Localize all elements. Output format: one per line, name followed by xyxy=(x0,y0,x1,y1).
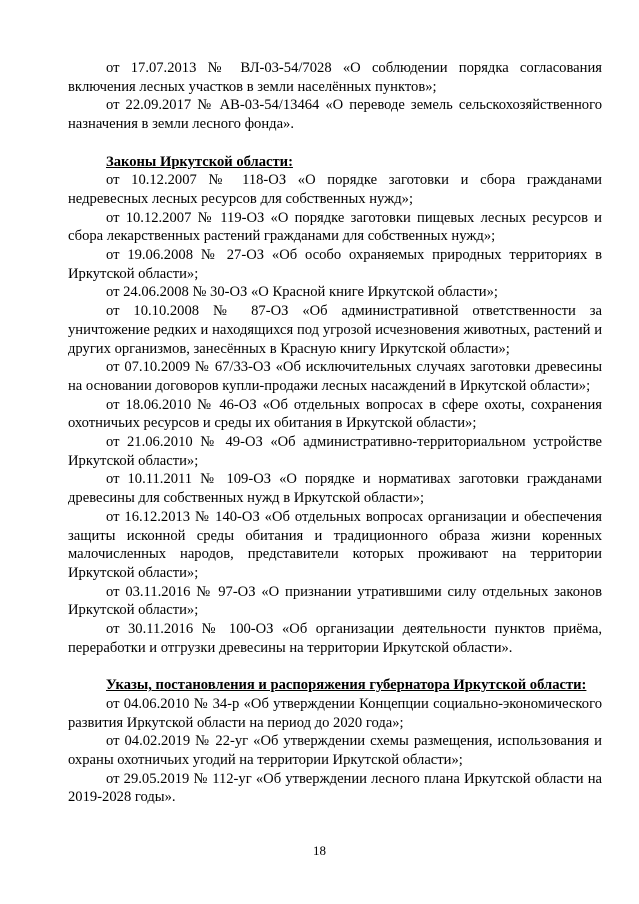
list-item: от 21.06.2010 № 49-ОЗ «Об административно-территориальном устройстве Иркутской области»; xyxy=(68,434,602,469)
list-item: от 18.06.2010 № 46-ОЗ «Об отдельных вопросах в сфере охоты, сохранения охотничьих ресурсов и среды их обитания в Иркутской области»; xyxy=(68,396,602,432)
section-heading-laws: Законы Иркутской области: xyxy=(106,153,293,170)
list-item: от 30.11.2016 № 100-ОЗ «Об организации деятельности пунктов приёма, переработки и отгрузки древесины на территории Иркутской области». xyxy=(68,621,602,656)
list-item: от 04.02.2019 № 22-уг «Об утверждении схемы размещения, использования и охраны охотничьих угодий на территории Иркутской области»; xyxy=(68,733,602,768)
spacer xyxy=(68,134,602,153)
list-item: от 16.12.2013 № 140-ОЗ «Об отдельных вопросах организации и обеспечения защиты исконной среды обитания и традиционного образа жизни коренных малочисленных народов, представители которых проживают на территории Иркутской области»; xyxy=(68,508,602,581)
list-item: от 22.09.2017 № АВ-03-54/13464 «О переводе земель сельскохозяйственного назначения в земли лесного фонда». xyxy=(68,97,602,133)
list-item: от 19.06.2008 № 27-ОЗ «Об особо охраняемых природных территориях в Иркутской области»; xyxy=(68,247,602,282)
list-item: от 04.06.2010 № 34-р «Об утверждении Концепции социально-экономического развития Иркутской области на период до 2020 года»; xyxy=(68,695,602,731)
list-item: от 29.05.2019 № 112-уг «Об утверждении лесного плана Иркутской области на 2019-2028 годы». xyxy=(68,770,602,806)
list-item: от 24.06.2008 № 30-ОЗ «О Красной книге Иркутской области»; xyxy=(106,284,498,301)
list-item: от 07.10.2009 № 67/33-ОЗ «Об исключительных случаях заготовки древесины на основании договоров купли-продажи лесных насаждений в Иркутской области»; xyxy=(68,359,602,394)
list-item: от 10.12.2007 № 119-ОЗ «О порядке заготовки пищевых лесных ресурсов и сбора лекарственных растений гражданами для собственных нужд»; xyxy=(68,209,602,245)
list-item: от 10.12.2007 № 118-ОЗ «О порядке заготовки и сбора гражданами недревесных лесных ресурсов для собственных нужд»; xyxy=(68,172,602,207)
list-item: от 10.11.2011 № 109-ОЗ «О порядке и нормативах заготовки гражданами древесины для собственных нужд в Иркутской области»; xyxy=(68,471,602,507)
section-heading-decrees: Указы, постановления и распоряжения губернатора Иркутской области: xyxy=(106,677,587,694)
list-item: от 03.11.2016 № 97-ОЗ «О признании утратившими силу отдельных законов Иркутской области»; xyxy=(68,583,602,619)
document-page xyxy=(68,59,602,807)
page-number: 18 xyxy=(313,843,326,858)
list-item: от 10.10.2008 № 87-ОЗ «Об административной ответственности за уничтожение редких и находящихся под угрозой исчезновения животных, растений и других организмов, занесённых в Красную книгу Иркутской области»; xyxy=(68,303,602,357)
list-item: от 17.07.2013 № ВЛ-03-54/7028 «О соблюдении порядка согласования включения лесных участков в земли населённых пунктов»; xyxy=(68,60,602,95)
spacer xyxy=(68,657,602,676)
